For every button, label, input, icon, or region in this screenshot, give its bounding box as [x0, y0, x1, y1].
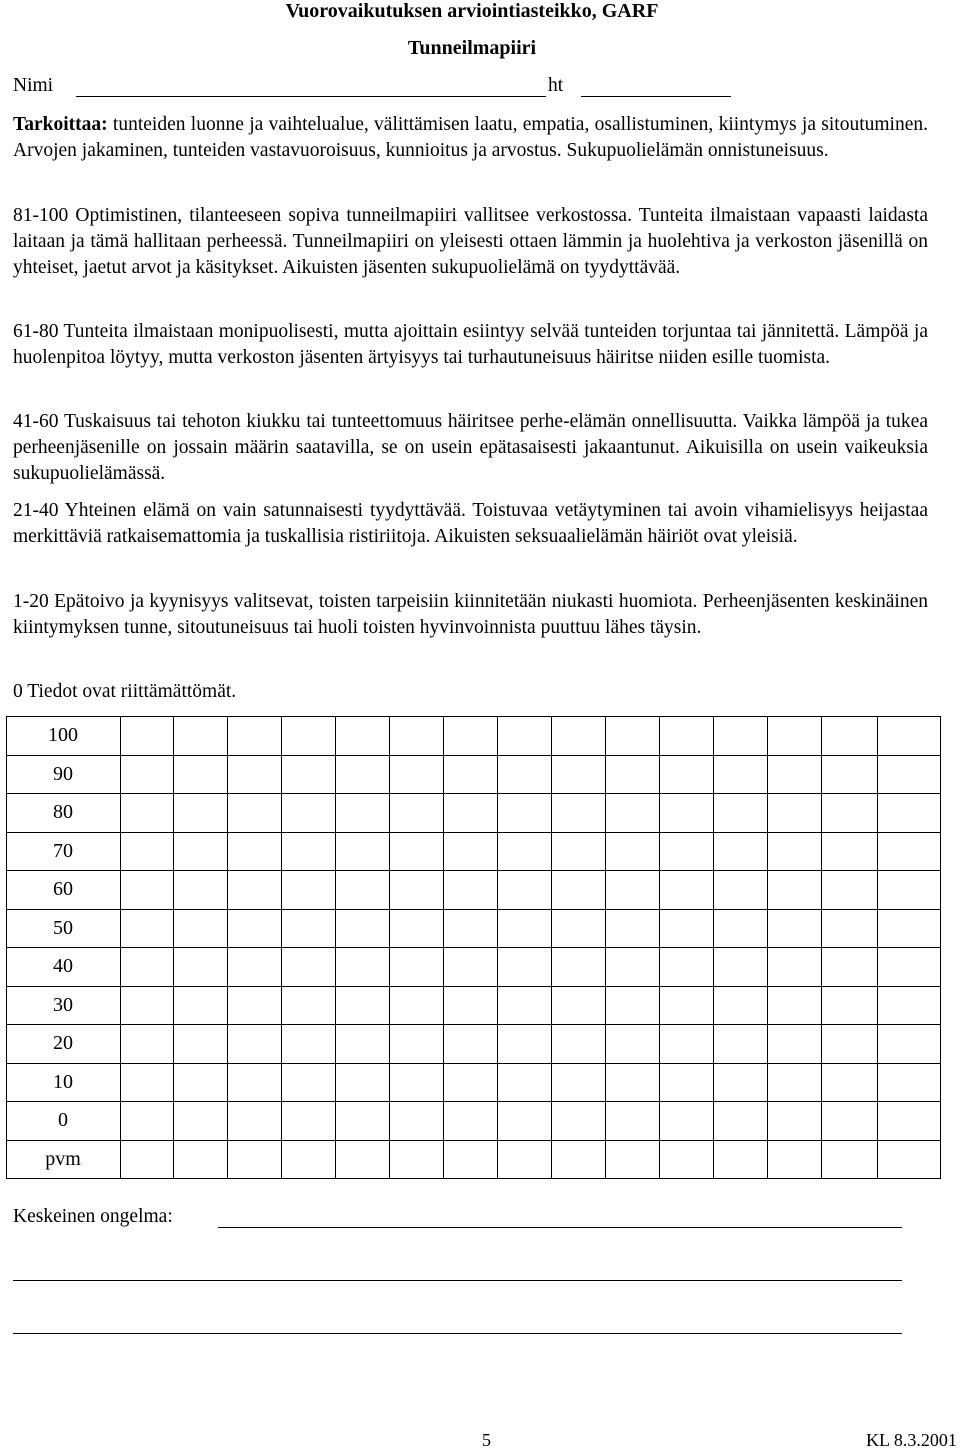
grid-row-line	[6, 870, 941, 871]
grid-row-line	[6, 1024, 941, 1025]
name-field[interactable]	[76, 96, 546, 97]
purpose-paragraph	[13, 112, 928, 164]
scale-label: 30	[53, 993, 73, 1016]
key-issue-line-1[interactable]	[218, 1205, 902, 1228]
grid-row-line	[6, 1063, 941, 1064]
ht-label: ht	[548, 75, 564, 96]
scale-label: 0	[58, 1109, 68, 1131]
scale-label: 60	[53, 878, 73, 900]
scale-label: pvm	[45, 1147, 81, 1170]
scale-label: 10	[53, 1070, 73, 1093]
grid-row-line	[6, 909, 941, 910]
document-title: Vuorovaikutuksen arviointiasteikko, GARF	[285, 0, 659, 22]
grid-row-line	[6, 755, 941, 756]
grid-row-line	[6, 832, 941, 833]
level-81-100: 81-100 Optimistinen, tilanteeseen sopiva tunneilmapiiri vallitsee verkostossa. Tunteita ilmaistaan vapaasti laidasta laitaan ja tämä hallitaan perheessä. Tunneilmapiiri on yleisesti ottaen lämmin ja huolehtiva ja verkoston jäsenillä on yhteiset, jaetut arvot ja käsitykset. Aikuisten jäsenten sukupuolielämä on tyydyttävää.	[13, 205, 928, 278]
purpose-text: tunteiden luonne ja vaihtelualue, välittämisen laatu, empatia, osallistuminen, kiintymys ja sitoutuminen. Arvojen jakaminen, tunteiden vastavuoroisuus, kunnioitus ja arvostus. Sukupuolielämän onnistuneisuus.	[13, 114, 928, 161]
level-0: 0 Tiedot ovat riittämättömät.	[13, 681, 237, 702]
grid-row-line	[6, 1140, 941, 1141]
document-subtitle: Tunneilmapiiri	[407, 37, 537, 59]
grid-row-line	[6, 1178, 941, 1179]
ht-field[interactable]	[581, 96, 731, 97]
grid-row-line	[6, 793, 941, 794]
key-issue-label: Keskeinen ongelma:	[13, 1206, 173, 1227]
key-issue-line-2[interactable]	[13, 1258, 902, 1281]
level-1-20: 1-20 Epätoivo ja kyynisyys valitsevat, toisten tarpeisiin kiinnitetään niukasti huomiota. Perheenjäsenten keskinäinen kiintymyksen tunne, sitoutuneisuus tai huoli toisten hyvinvoinnista puuttuu lähes täysin.	[13, 591, 928, 638]
level-41-60: 41-60 Tuskaisuus tai tehoton kiukku tai tunteettomuus häiritsee perhe-elämän onnellisuutta. Vaikka lämpöä ja tukea perheenjäsenille on jossain määrin saatavilla, se on usein epätasaisesti jakaantunut. Aikuisilla on usein vaikeuksia sukupuolielämässä.	[13, 411, 928, 484]
purpose-label: Tarkoittaa:	[13, 114, 108, 135]
key-issue-line-3[interactable]	[13, 1311, 902, 1334]
grid-row-line	[6, 986, 941, 987]
name-label: Nimi	[13, 75, 54, 96]
scale-label: 80	[53, 801, 73, 823]
name-row	[13, 75, 753, 101]
scale-label: 100	[48, 724, 78, 746]
scale-label: 40	[53, 955, 73, 977]
page-number: 5	[482, 1430, 491, 1450]
footer-code: KL 8.3.2001	[866, 1430, 957, 1450]
level-21-40: 21-40 Yhteinen elämä on vain satunnaisesti tyydyttävää. Toistuvaa vetäytyminen tai avoin vihamielisyys heijastaa merkittäviä ratkaisemattomia ja tuskallisia ristiriitoja. Aikuisten seksuaalielämän häiriöt ovat yleisiä.	[13, 500, 928, 547]
scale-label: 70	[53, 839, 73, 862]
scale-label: 50	[53, 916, 73, 939]
scale-label: 20	[53, 1032, 73, 1054]
grid-row-line	[6, 716, 941, 717]
grid-row-line	[6, 947, 941, 948]
scale-label: 90	[53, 762, 73, 785]
level-61-80: 61-80 Tunteita ilmaistaan monipuolisesti, mutta ajoittain esiintyy selvää tunteiden torjuntaa tai jännitettä. Lämpöä ja huolenpitoa löytyy, mutta verkoston jäsenten ärtyisyys tai turhautuneisuus häiritse niiden esille tuomista.	[13, 321, 928, 368]
grid-row-line	[6, 1101, 941, 1102]
